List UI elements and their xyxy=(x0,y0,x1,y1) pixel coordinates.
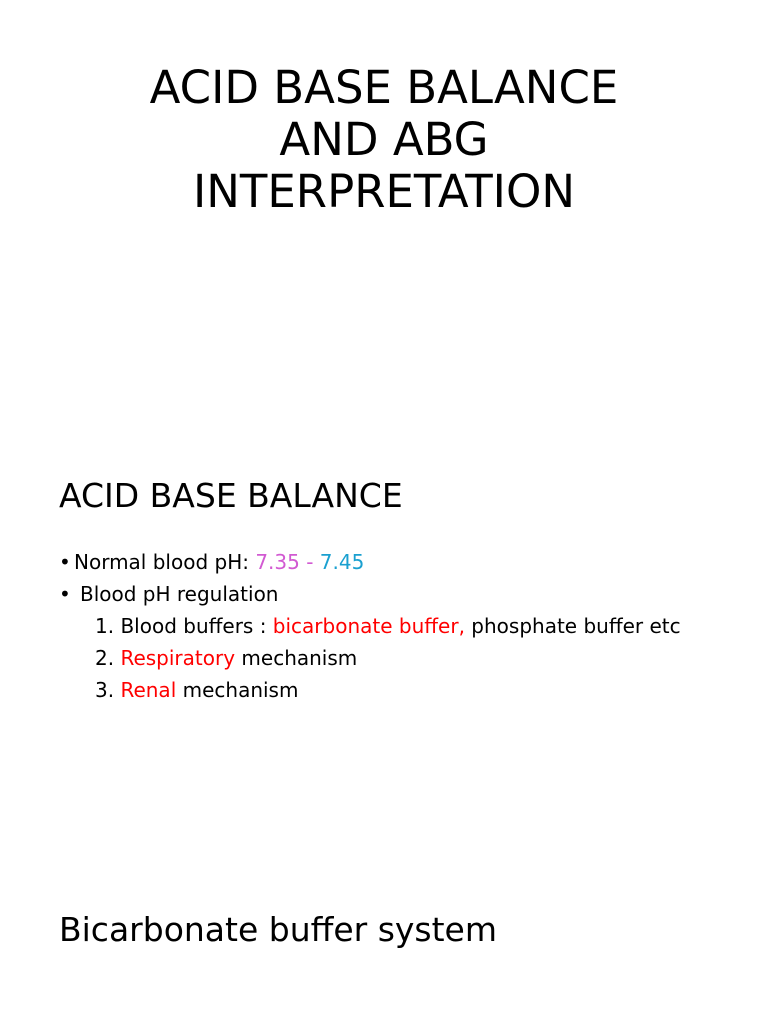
item-suffix: phosphate buffer etc xyxy=(464,614,681,638)
ph-range-high: 7.45 xyxy=(319,550,365,574)
ph-label: Normal blood pH: xyxy=(74,550,256,574)
item-highlight: Respiratory xyxy=(120,646,236,670)
bullet-ph-regulation xyxy=(59,578,719,610)
ph-range-low: 7.35 - xyxy=(255,550,320,574)
slide-heading: ACID BASE BALANCE xyxy=(59,476,403,515)
item-highlight: bicarbonate buffer, xyxy=(272,614,465,638)
slide-heading: Bicarbonate buffer system xyxy=(59,910,498,949)
title-line: ACID BASE BALANCE xyxy=(149,61,619,114)
title-line: INTERPRETATION xyxy=(192,165,576,218)
item-suffix: mechanism xyxy=(176,678,299,702)
list-item-blood-buffers xyxy=(59,610,719,642)
bullet-glyph: • xyxy=(59,550,71,574)
item-prefix: 2. xyxy=(95,646,121,670)
bullet-normal-ph xyxy=(59,546,719,578)
slide-title xyxy=(0,0,768,430)
slide-bicarbonate-buffer xyxy=(0,860,768,1024)
slide-acid-base-balance xyxy=(0,430,768,860)
list-item-renal xyxy=(59,674,719,706)
bullet-glyph: • xyxy=(59,582,71,606)
item-prefix: 1. Blood buffers : xyxy=(95,614,273,638)
item-highlight: Renal xyxy=(120,678,177,702)
list-item-respiratory xyxy=(59,642,719,674)
presentation-title xyxy=(0,62,768,218)
slide-body xyxy=(59,546,719,706)
regulation-label: Blood pH regulation xyxy=(80,582,279,606)
item-suffix: mechanism xyxy=(235,646,358,670)
title-line: AND ABG xyxy=(279,113,489,166)
item-prefix: 3. xyxy=(95,678,121,702)
